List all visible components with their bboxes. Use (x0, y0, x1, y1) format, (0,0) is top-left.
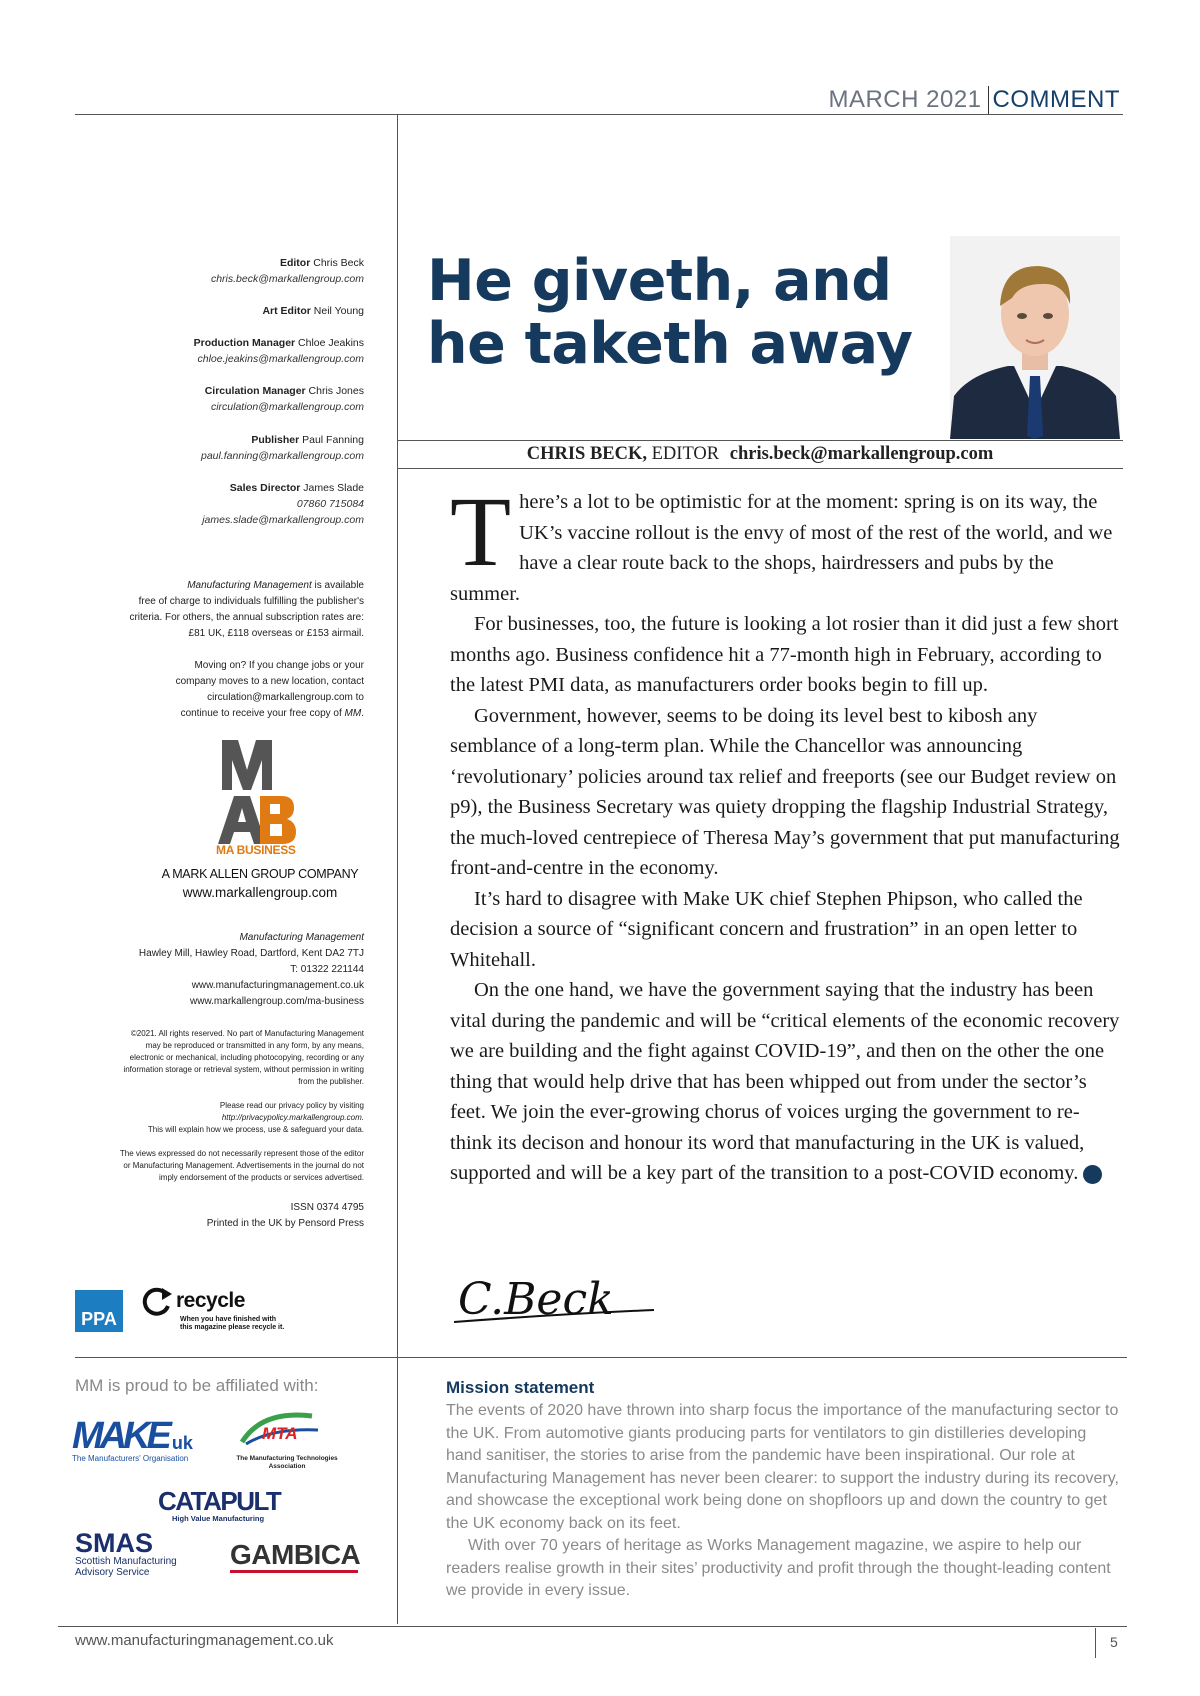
body-paragraph-5: On the one hand, we have the government saying that the industry has been vital during the pandemic and will be “critical elements of the economic recovery we are building and the fight against COVID-19”, and then on the other the one thing that would help drive that has been whipped out from under the sector’s feet. We join the ever-growing chorus of voices urging the government to re-think its decison and honour its word that manufacturing in the UK is valued, supported and will be a key part of the transition to a post-COVID economy. M (450, 979, 1120, 1184)
mission-title: Mission statement (446, 1378, 595, 1397)
staff-editor: Editor Chris Beck chris.beck@markallengroup.com (210, 257, 364, 285)
make-uk-logo: MAKE uk The Manufacturers' Organisation (72, 1415, 193, 1463)
body-paragraph-4: It’s hard to disagree with Make UK chief Stephen Phipson, who called the decision a source of “significant concern and frustration” in an open letter to Whitehall. (450, 887, 1083, 971)
group-name: A MARK ALLEN GROUP COMPANY (161, 867, 359, 881)
staff-production-manager: Production Manager Chloe Jeakins chloe.jeakins@markallengroup.com (193, 337, 364, 365)
top-rule (75, 114, 1123, 115)
group-url: www.markallengroup.com (182, 885, 338, 900)
bottom-rule (58, 1626, 1127, 1627)
mission-paragraph-2: With over 70 years of heritage as Works Management magazine, we aspire to help our readers realise growth in their sites’ productivity and profit through the thought-leading content we provide in every issue. (446, 1537, 1111, 1599)
editor-signature (450, 1262, 670, 1332)
footer-url[interactable]: www.manufacturingmanagement.co.uk (75, 1632, 334, 1649)
middle-rule (75, 1357, 1127, 1358)
svg-text:C.Beck: C.Beck (458, 1274, 614, 1325)
page-number-divider (1095, 1628, 1096, 1658)
staff-publisher: Publisher Paul Fanning paul.fanning@markallengroup.com (200, 434, 364, 462)
copyright-note: ©2021. All rights reserved. No part of Manufacturing Management may be reproduced or transmitted in any form, by any means, electronic or mechanical, including photocopying, recording or any information storage or retrieval system, without permission in writing from the publisher. (123, 1029, 364, 1086)
column-divider (397, 114, 398, 1624)
views-note: The views expressed do not necessarily represent those of the editor or Manufacturing Management. Advertisements in the journal do not imply endorsement of the products or services advertised. (119, 1149, 364, 1182)
issn-block: ISSN 0374 4795 Printed in the UK by Pensord Press (206, 1202, 364, 1229)
ma-business-logo (218, 740, 296, 856)
running-head (828, 86, 1120, 114)
end-mark-icon: M (1083, 1165, 1102, 1184)
mission-paragraph-1: The events of 2020 have thrown into sharp focus the importance of the manufacturing sector to the UK. From automotive giants producing parts for ventilators to gin distilleries developing hand sanitiser, the stories to arise from the pandemic have been inspirational. Our role at Manufacturing Management has never been clearer: to support the industry during its recovery, and showcase the exceptional work being done on shopfloors up and down the country to get the UK economy back on its feet. (446, 1402, 1119, 1532)
article-body (450, 476, 1120, 1189)
body-paragraph-3: Government, however, seems to be doing its level best to kibosh any semblance of a long-term plan. While the Chancellor was announcing ‘revolutionary’ policies around tax relief and freeports (see our Budget review on p9), the Business Secretary was quiety dropping the flagship Industrial Strategy, the much-loved centrepiece of Theresa May’s government that put manufacturing front-and-centre in the economy. (450, 704, 1120, 879)
body-paragraph-1: There’s a lot to be optimistic for at the moment: spring is on its way, the UK’s vaccine rollout is the envy of most of the rest of the world, and we have a clear route back to the shops, hairdressers and pubs by the summer. (450, 476, 1113, 605)
address-block: Manufacturing Management Hawley Mill, Hawley Road, Dartford, Kent DA2 7TJ T: 01322 221144 www.manufacturingmanagement.co.uk www.markallengroup.com/ma-business (138, 932, 364, 1007)
byline-rule-bottom (397, 468, 1123, 469)
issue-date: MARCH 2021 (828, 86, 982, 113)
mission-text (446, 1400, 1126, 1603)
smas-logo: SMAS Scottish Manufacturing Advisory Service (75, 1528, 177, 1578)
staff-sales-director: Sales Director James Slade 07860 715084 james.slade@markallengroup.com (202, 482, 364, 526)
ma-business-caption: MA BUSINESS (216, 843, 296, 857)
section-name: COMMENT (992, 86, 1120, 113)
affiliations-title: MM is proud to be affiliated with: (75, 1376, 319, 1395)
byline: CHRIS BECK, EDITOR chris.beck@markallengroup.com (526, 444, 994, 464)
availability-note: Manufacturing Management is available free of charge to individuals fulfilling the publisher's criteria. For others, the annual subscription rates are: £81 UK, £118 overseas or £153 airmail. (129, 580, 364, 639)
page-number: 5 (1110, 1634, 1118, 1650)
staff-art-editor: Art Editor Neil Young (262, 305, 364, 317)
moving-note: Moving on? If you change jobs or your company moves to a new location, contact circulation@markallengroup.com to continue to receive your free copy of MM. (175, 660, 364, 719)
recycle-logo: recycle When you have finished with this magazine please recycle it. (140, 1286, 284, 1332)
catapult-logo: CATAPULT High Value Manufacturing (158, 1486, 281, 1523)
recycle-icon (140, 1286, 176, 1316)
gambica-logo: GAMBICA (230, 1540, 360, 1573)
staff-circulation-manager: Circulation Manager Chris Jones circulation@markallengroup.com (204, 385, 364, 413)
byline-email[interactable]: chris.beck@markallengroup.com (729, 444, 994, 464)
body-paragraph-2: For businesses, too, the future is looking a lot rosier than it did just a few short months ago. Business confidence hit a 77-month high in February, according to the latest PMI data, as manufacturers order books begin to fill up. (450, 613, 1119, 696)
privacy-note: Please read our privacy policy by visiting http://privacypolicy.markallengroup.com. This will explain how we process, use & safeguard your data. (147, 1101, 364, 1134)
ppa-logo: PPA (75, 1290, 123, 1332)
author-portrait (950, 236, 1120, 439)
header-separator (988, 86, 989, 114)
article-headline: He giveth, and he taketh away (427, 248, 913, 377)
mta-logo: MTA The Manufacturing Technologies Association (232, 1410, 342, 1471)
drop-cap: T (450, 476, 512, 587)
